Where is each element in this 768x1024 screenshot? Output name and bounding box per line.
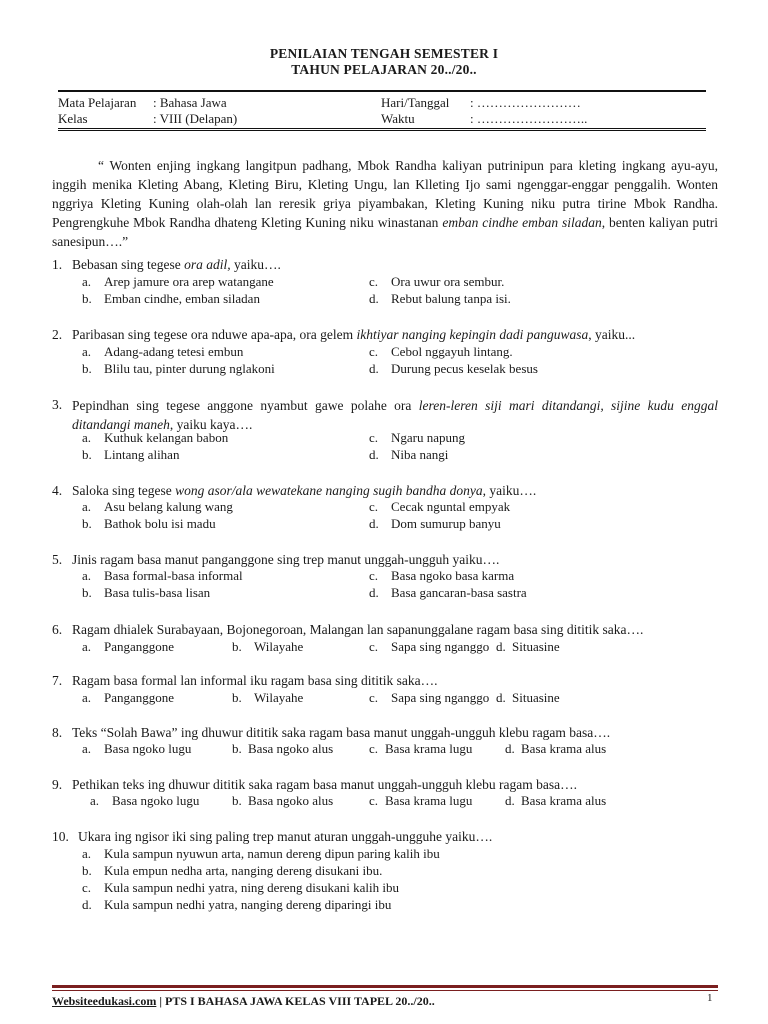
question-7-option-c[interactable]: c. Sapa sing nganggo [369, 690, 490, 705]
question-6 [52, 621, 718, 639]
question-10-option-c[interactable]: c. Kula sampun nedhi yatra, ning dereng disukani kalih ibu [82, 880, 399, 895]
question-number: 8. [52, 725, 63, 740]
question-9-option-c[interactable]: c. Basa krama lugu [369, 793, 473, 808]
question-1-option-b[interactable]: b. Emban cindhe, emban siladan [82, 291, 260, 306]
question-3 [52, 396, 718, 432]
question-5 [52, 551, 718, 569]
question-10 [52, 828, 718, 846]
question-2-option-a[interactable]: a. Adang-adang tetesi embun [82, 344, 244, 359]
question-5-option-b[interactable]: b. Basa tulis-basa lisan [82, 585, 211, 600]
question-number: 3. [52, 397, 63, 412]
footer-site-link[interactable]: Websiteedukasi.com [52, 994, 157, 1008]
question-6-option-d[interactable]: d. Situasine [496, 639, 560, 654]
question-4-option-b[interactable]: b. Bathok bolu isi madu [82, 516, 216, 531]
question-text: Paribasan sing tegese ora nduwe apa-apa, ora gelem [72, 327, 357, 342]
footer-rule [52, 985, 718, 988]
question-9-option-d[interactable]: d. Basa krama alus [505, 793, 607, 808]
subject-label: Mata Pelajaran [58, 95, 137, 110]
question-5-option-d[interactable]: d. Basa gancaran-basa sastra [369, 585, 527, 600]
date-label: Hari/Tanggal [381, 95, 450, 110]
question-9-option-b[interactable]: b. Basa ngoko alus [232, 793, 334, 808]
question-8 [52, 724, 718, 742]
question-1-option-c[interactable]: c. Ora uwur ora sembur. [369, 274, 505, 289]
question-number: 7. [52, 673, 63, 688]
question-2-option-c[interactable]: c. Cebol nggayuh lintang. [369, 344, 513, 359]
question-3-option-d[interactable]: d. Niba nangi [369, 447, 449, 462]
header-top-rule [58, 90, 706, 92]
question-number: 4. [52, 483, 63, 498]
question-text-end: , yaiku kaya…. [169, 417, 253, 432]
question-3-option-c[interactable]: c. Ngaru napung [369, 430, 466, 445]
question-text-end: yaiku…. [230, 257, 281, 272]
question-italic: wong asor/ala wewatekane nanging sugih bandha donya [175, 483, 483, 498]
page-footer [52, 994, 435, 1009]
question-text: Pepindhan sing tegese anggone nyambut gawe polahe ora [72, 398, 419, 413]
header-bottom-rule [58, 128, 706, 129]
passage-text-end: , benten kaliyan putri sanesipun….” [52, 215, 719, 249]
question-7 [52, 672, 718, 690]
question-9 [52, 776, 718, 794]
question-5-option-c[interactable]: c. Basa ngoko basa karma [369, 568, 515, 583]
passage-italic: emban cindhe emban siladan [442, 215, 602, 230]
question-number: 6. [52, 622, 63, 637]
footer-rule-thin [52, 990, 718, 991]
reading-passage [52, 156, 718, 251]
question-1-option-a[interactable]: a. Arep jamure ora arep watangane [82, 274, 274, 289]
footer-text: | PTS I BAHASA JAWA KELAS VIII TAPEL 20../20.. [156, 994, 435, 1008]
exam-title: PENILAIAN TENGAH SEMESTER I [269, 46, 499, 61]
question-2 [52, 326, 718, 344]
question-7-option-b[interactable]: b. Wilayahe [232, 690, 304, 705]
question-number: 2. [52, 327, 63, 342]
question-7-option-a[interactable]: a. Panganggone [82, 690, 175, 705]
question-7-option-d[interactable]: d. Situasine [496, 690, 560, 705]
question-1-option-d[interactable]: d. Rebut balung tanpa isi. [369, 291, 511, 306]
subject-value: : Bahasa Jawa [153, 95, 227, 110]
question-1 [52, 256, 718, 274]
question-number: 10. [52, 829, 69, 844]
question-2-option-d[interactable]: d. Durung pecus keselak besus [369, 361, 538, 376]
page-number: 1 [707, 992, 713, 1004]
question-8-option-c[interactable]: c. Basa krama lugu [369, 741, 473, 756]
passage-text: “ Wonten enjing ingkang langitpun padhang, Mbok Randha kaliyan putrinipun para kleting ingkang ayu-ayu, inggih menika Kleting Abang, Kleting Biru, Kleting Ungu, lan Klleting Ijo sami ngenggar-enggar penggalih. Wonten nggriya Kleting Kuning olah-olah lan reresik griya piyambakan, Kleting Kuning niku putra tirine Mbok Randha. Pengrengkuhe Mbok Randha dhateng Kleting Kuning niku winastanan [52, 158, 718, 230]
question-4-option-d[interactable]: d. Dom sumurup banyu [369, 516, 501, 531]
class-value: : VIII (Delapan) [153, 111, 238, 126]
question-text-end: , yaiku... [588, 327, 636, 342]
question-italic: ikhtiyar nanging kepingin dadi panguwasa [356, 327, 589, 342]
question-8-option-a[interactable]: a. Basa ngoko lugu [82, 741, 192, 756]
question-10-option-d[interactable]: d. Kula sampun nedhi yatra, nanging dereng diparingi ibu [82, 897, 392, 912]
question-text: Ragam basa formal lan informal iku ragam basa sing dititik saka…. [72, 673, 438, 688]
question-text: Ukara ing ngisor iki sing paling trep manut aturan unggah-ungguhe yaiku…. [78, 829, 493, 844]
question-italic: ora adil, [184, 257, 231, 272]
header-bottom-rule-2 [58, 130, 706, 131]
question-9-option-a[interactable]: a. Basa ngoko lugu [90, 793, 200, 808]
question-2-option-b[interactable]: b. Blilu tau, pinter durung nglakoni [82, 361, 275, 376]
question-text: Pethikan teks ing dhuwur dititik saka ragam basa manut unggah-ungguh klebu ragam basa…. [72, 777, 578, 792]
exam-year: TAHUN PELAJARAN 20../20.. [291, 62, 477, 77]
question-text: Bebasan sing tegese [72, 257, 185, 272]
question-6-option-a[interactable]: a. Panganggone [82, 639, 175, 654]
question-number: 9. [52, 777, 63, 792]
question-4-option-a[interactable]: a. Asu belang kalung wang [82, 499, 233, 514]
question-10-option-b[interactable]: b. Kula empun nedha arta, nanging dereng disukani ibu. [82, 863, 383, 878]
question-text: Saloka sing tegese [72, 483, 176, 498]
question-5-option-a[interactable]: a. Basa formal-basa informal [82, 568, 243, 583]
question-3-option-a[interactable]: a. Kuthuk kelangan babon [82, 430, 229, 445]
question-3-option-b[interactable]: b. Lintang alihan [82, 447, 180, 462]
question-10-option-a[interactable]: a. Kula sampun nyuwun arta, namun dereng dipun paring kalih ibu [82, 846, 440, 861]
time-value: : …………………….. [470, 111, 588, 126]
question-number: 5. [52, 552, 63, 567]
question-6-option-c[interactable]: c. Sapa sing nganggo [369, 639, 490, 654]
question-8-option-b[interactable]: b. Basa ngoko alus [232, 741, 334, 756]
question-8-option-d[interactable]: d. Basa krama alus [505, 741, 607, 756]
time-label: Waktu [381, 111, 415, 126]
question-4 [52, 482, 718, 500]
question-number: 1. [52, 257, 63, 272]
date-value: : …………………… [470, 95, 581, 110]
question-6-option-b[interactable]: b. Wilayahe [232, 639, 304, 654]
class-label: Kelas [58, 111, 88, 126]
question-italic: leren-leren siji mari ditandangi, sijine kudu enggal ditandangi maneh [72, 398, 718, 432]
question-text: Teks “Solah Bawa” ing dhuwur dititik saka ragam basa manut unggah-ungguh klebu ragam basa…. [72, 725, 611, 740]
question-text: Jinis ragam basa manut panganggone sing trep manut unggah-ungguh yaiku…. [72, 552, 500, 567]
question-4-option-c[interactable]: c. Cecak nguntal empyak [369, 499, 511, 514]
question-text: Ragam dhialek Surabayaan, Bojonegoroan, Malangan lan sapanunggalane ragam basa sing dititik saka…. [72, 622, 644, 637]
question-text-end: , yaiku…. [482, 483, 537, 498]
